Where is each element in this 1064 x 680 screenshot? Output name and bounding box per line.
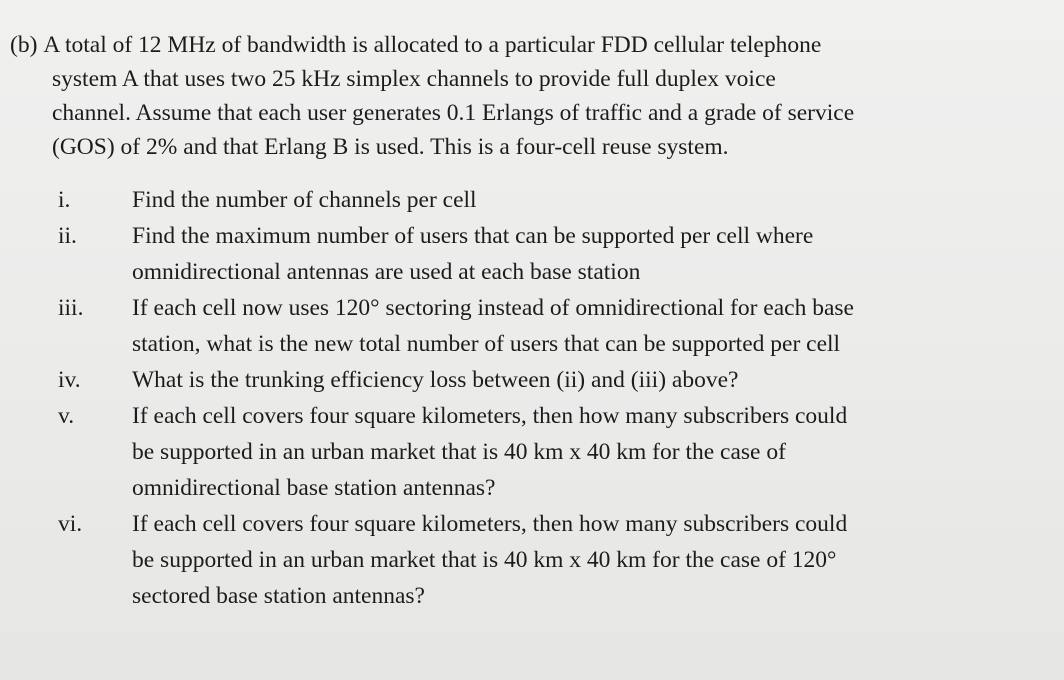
sub-question-text: sectored base station antennas? bbox=[132, 583, 425, 609]
sub-question-text: If each cell now uses 120° sectoring instead of omnidirectional for each base bbox=[132, 295, 854, 321]
sub-question-v bbox=[0, 398, 1064, 506]
intro-text-1: A total of 12 MHz of bandwidth is allocated to a particular FDD cellular telephone bbox=[43, 32, 822, 58]
sub-question-text: station, what is the new total number of users that can be supported per cell bbox=[132, 331, 841, 357]
sub-question-number: vi. bbox=[58, 511, 83, 537]
sub-question-text: Find the maximum number of users that can be supported per cell where bbox=[132, 223, 814, 249]
sub-question-number: iii. bbox=[58, 295, 84, 321]
sub-question-text: If each cell covers four square kilometers, then how many subscribers could bbox=[132, 403, 848, 429]
sub-question-text: omnidirectional antennas are used at each base station bbox=[132, 259, 641, 285]
question-label: (b) bbox=[10, 32, 38, 58]
sub-question-ii bbox=[0, 218, 1064, 290]
sub-question-vi bbox=[0, 506, 1064, 614]
intro-line-2: system A that uses two 25 kHz simplex channels to provide full duplex voice bbox=[52, 66, 776, 92]
intro-line-1 bbox=[10, 28, 1050, 62]
question-intro bbox=[10, 28, 1050, 164]
intro-line-3: channel. Assume that each user generates 0.1 Erlangs of traffic and a grade of service bbox=[52, 100, 855, 126]
sub-question-number: ii. bbox=[58, 223, 77, 249]
sub-question-text: be supported in an urban market that is 40 km x 40 km for the case of 120° bbox=[132, 547, 837, 573]
sub-question-number: i. bbox=[58, 187, 71, 213]
sub-question-text: be supported in an urban market that is 40 km x 40 km for the case of bbox=[132, 439, 786, 465]
sub-question-number: iv. bbox=[58, 367, 81, 393]
sub-question-text: Find the number of channels per cell bbox=[132, 187, 477, 213]
sub-question-text: If each cell covers four square kilometers, then how many subscribers could bbox=[132, 511, 848, 537]
sub-question-i bbox=[0, 182, 1064, 218]
sub-question-iv bbox=[0, 362, 1064, 398]
intro-line-4: (GOS) of 2% and that Erlang B is used. This is a four-cell reuse system. bbox=[52, 134, 729, 160]
sub-question-iii bbox=[0, 290, 1064, 362]
sub-question-number: v. bbox=[58, 403, 75, 429]
sub-question-list bbox=[0, 182, 1064, 614]
sub-question-text: What is the trunking efficiency loss between (ii) and (iii) above? bbox=[132, 367, 739, 393]
sub-question-text: omnidirectional base station antennas? bbox=[132, 475, 496, 501]
